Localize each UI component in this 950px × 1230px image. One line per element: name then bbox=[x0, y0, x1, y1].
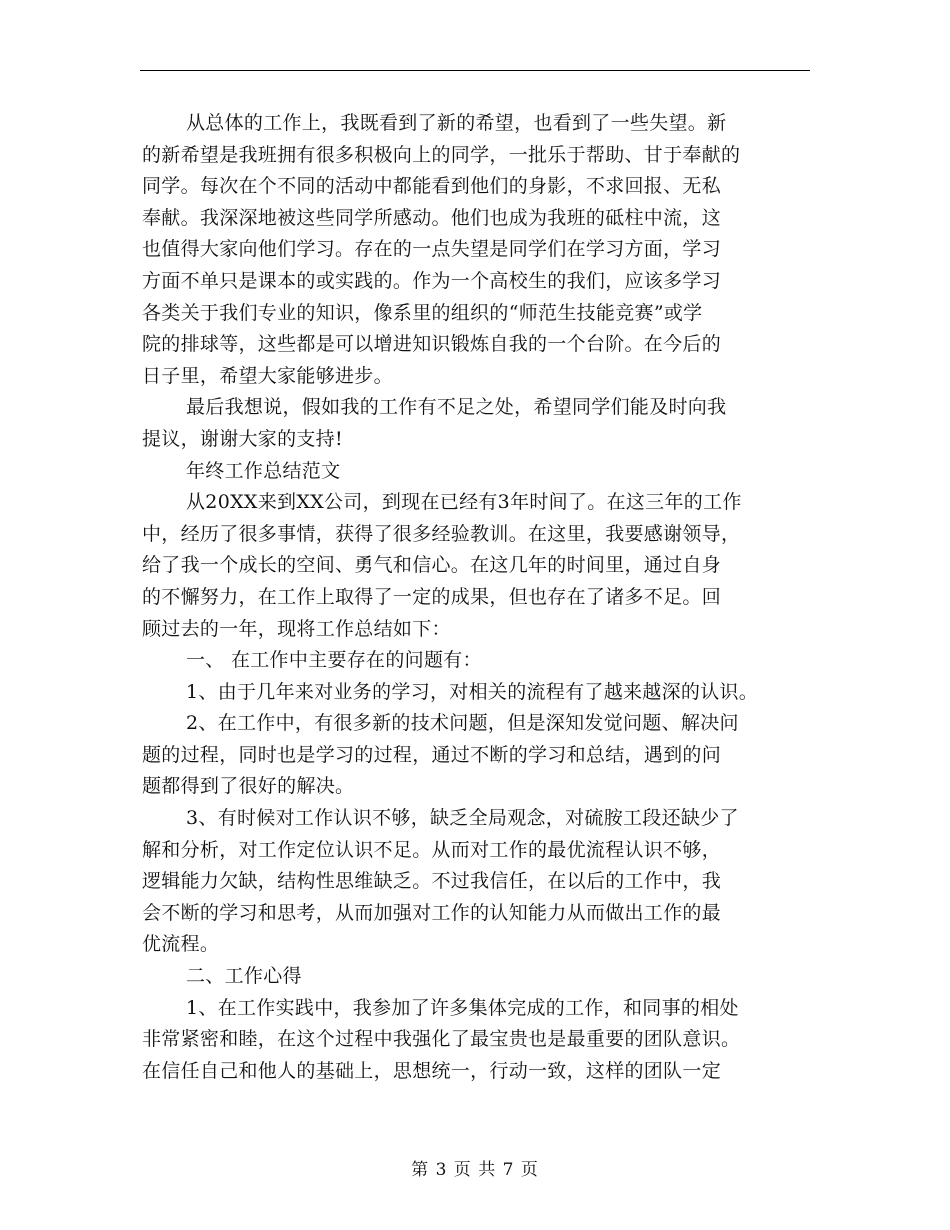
text-line: 给了我一个成长的空间、勇气和信心。在这几年的时间里，通过自身 bbox=[142, 554, 722, 577]
header-rule bbox=[140, 70, 810, 71]
text-line: 各类关于我们专业的知识，像系里的组织的“师范生技能竞赛”或学 bbox=[142, 301, 703, 324]
text-line: 逻辑能力欠缺，结构性思维缺乏。不过我信任，在以后的工作中，我 bbox=[142, 870, 722, 893]
text-line: 2、在工作中，有很多新的技术问题，但是深知发觉问题、解决问 bbox=[186, 712, 739, 735]
text-line: 从总体的工作上，我既看到了新的希望，也看到了一些失望。新 bbox=[186, 112, 727, 134]
text-line: 二、工作心得 bbox=[186, 965, 302, 988]
text-line: 题都得到了很好的解决。 bbox=[142, 775, 355, 798]
text-line: 非常紧密和睦，在这个过程中我强化了最宝贵也是最重要的团队意识。 bbox=[142, 1028, 741, 1051]
text-line: 也值得大家向他们学习。存在的一点失望是同学们在学习方面，学习 bbox=[142, 238, 722, 261]
text-line: 3、有时候对工作认识不够，缺乏全局观念，对硫胺工段还缺少了 bbox=[186, 807, 739, 830]
text-line: 同学。每次在个不同的活动中都能看到他们的身影，不求回报、无私 bbox=[142, 175, 722, 198]
text-line: 一、 在工作中主要存在的问题有： bbox=[186, 649, 482, 672]
text-line: 解和分析，对工作定位认识不足。从而对工作的最优流程认识不够， bbox=[142, 838, 722, 861]
text-line: 1、由于几年来对业务的学习，对相关的流程有了越来越深的认识。 bbox=[186, 680, 759, 703]
text-line: 方面不单只是课本的或实践的。作为一个高校生的我们，应该多学习 bbox=[142, 269, 722, 292]
text-line: 奉献。我深深地被这些同学所感动。他们也成为我班的砥柱中流，这 bbox=[142, 206, 722, 229]
text-line: 的不懈努力，在工作上取得了一定的成果，但也存在了诸多不足。回 bbox=[142, 585, 722, 608]
document-body bbox=[142, 108, 812, 1087]
text-line: 的新希望是我班拥有很多积极向上的同学，一批乐于帮助、甘于奉献的 bbox=[142, 143, 741, 166]
text-line: 日子里，希望大家能够进步。 bbox=[142, 364, 393, 387]
text-line: 院的排球等，这些都是可以增进知识锻炼自我的一个台阶。在今后的 bbox=[142, 333, 722, 356]
text-line: 年终工作总结范文 bbox=[186, 459, 341, 482]
text-line: 会不断的学习和思考，从而加强对工作的认知能力从而做出工作的最 bbox=[142, 901, 722, 924]
text-line: 从20XX来到XX公司，到现在已经有3年时间了。在这三年的工作 bbox=[186, 491, 742, 514]
text-line: 1、在工作实践中，我参加了许多集体完成的工作，和同事的相处 bbox=[186, 996, 739, 1019]
text-line: 最后我想说，假如我的工作有不足之处，希望同学们能及时向我 bbox=[186, 396, 727, 419]
text-line: 中，经历了很多事情，获得了很多经验教训。在这里，我要感谢领导， bbox=[142, 522, 741, 545]
text-line: 提议，谢谢大家的支持! bbox=[142, 427, 343, 450]
page-footer: 第 3 页 共 7 页 bbox=[411, 1160, 539, 1180]
text-line: 在信任自己和他人的基础上，思想统一，行动一致，这样的团队一定 bbox=[142, 1059, 722, 1082]
text-line: 题的过程，同时也是学习的过程，通过不断的学习和总结，遇到的问 bbox=[142, 743, 722, 766]
text-line: 优流程。 bbox=[142, 933, 220, 956]
text-line: 顾过去的一年，现将工作总结如下： bbox=[142, 617, 451, 640]
